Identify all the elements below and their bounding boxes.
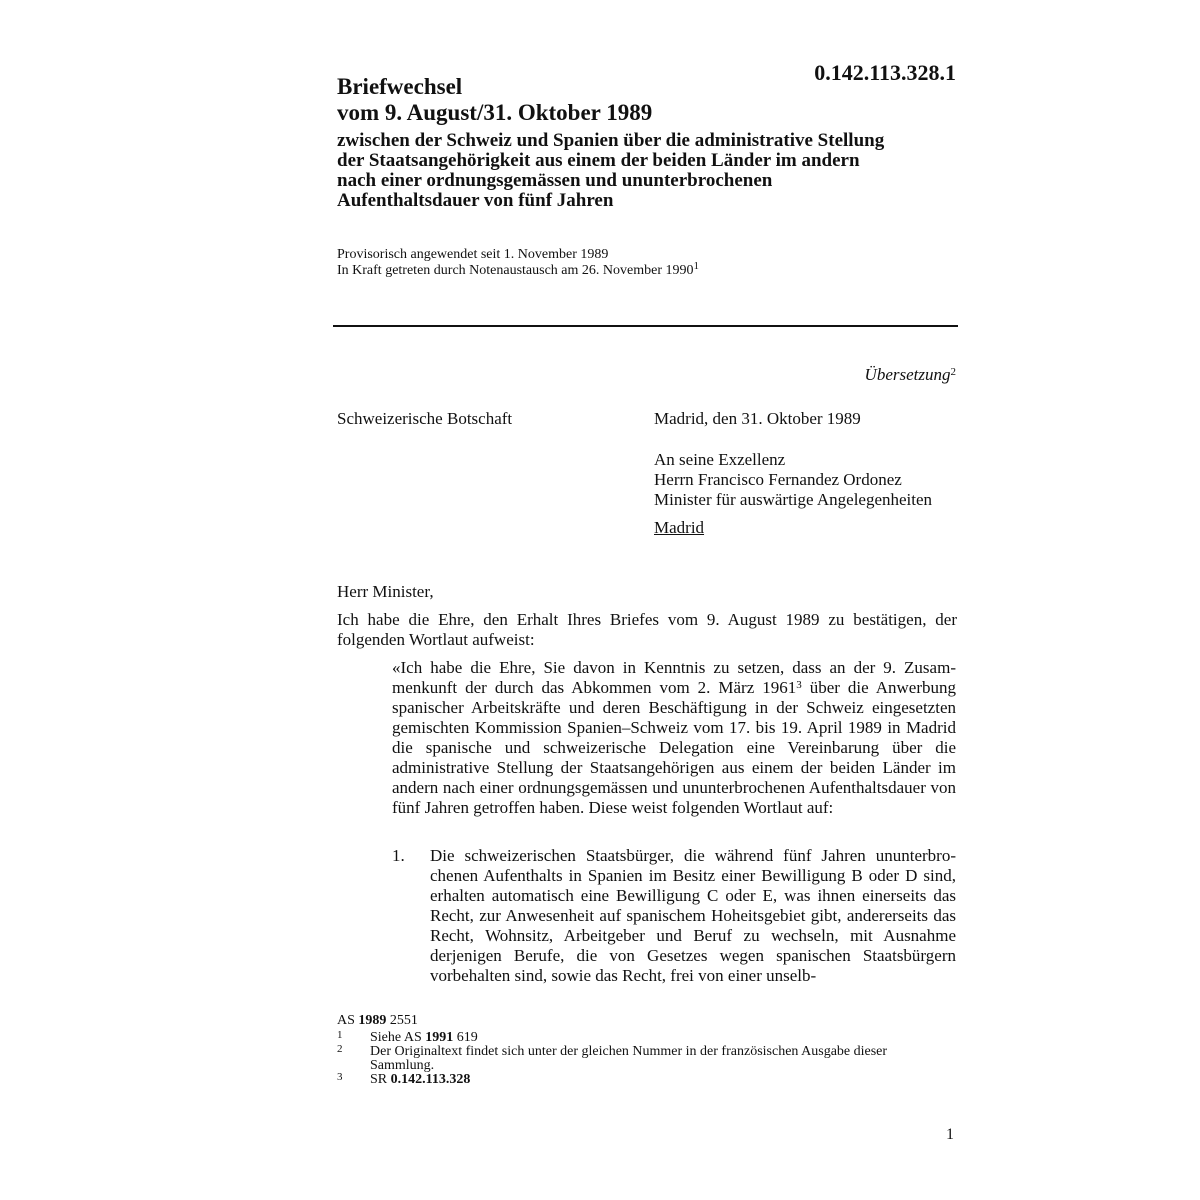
footnote-ref-2[interactable]: 2	[950, 366, 956, 378]
quote-text-part-1: «Ich habe die Ehre, Sie davon in Kenntnis zu setzen, dass an der 9. Zusammenkunft der durch das Abkommen vom 2. März 1961	[392, 658, 956, 697]
footnote-text: Der Originaltext findet sich unter der gleichen Nummer in der französischen Ausgabe dieser Sammlung.	[370, 1044, 888, 1073]
footnote-text-prefix: Siehe AS	[370, 1030, 426, 1045]
translation-note	[700, 365, 956, 385]
footnote-2	[337, 1045, 937, 1073]
subtitle-line: nach einer ordnungsgemässen und ununterbrochenen	[337, 170, 773, 191]
subtitle-line: zwischen der Schweiz und Spanien über die administrative Stellung	[337, 130, 885, 151]
letter-place-date: Madrid, den 31. Oktober 1989	[654, 409, 861, 428]
letter-recipient	[654, 450, 932, 510]
entry-into-force-text: In Kraft getreten durch Notenaustausch am 26. November 1990	[337, 263, 694, 278]
title-line-2: vom 9. August/31. Oktober 1989	[337, 100, 653, 125]
title-line-1: Briefwechsel	[337, 74, 463, 99]
footnote-text-suffix: 619	[453, 1030, 478, 1045]
footnote-text-bold: 1991	[425, 1030, 454, 1045]
recipient-line: Herrn Francisco Fernandez Ordonez	[654, 470, 902, 489]
sr-number: 0.142.113.328.1	[814, 60, 956, 85]
translation-label: Übersetzung	[864, 365, 951, 384]
footnotes	[337, 1012, 937, 1087]
subtitle-line: der Staatsangehörigkeit aus einem der beiden Länder im andern	[337, 150, 860, 171]
footnote-text-prefix: SR	[370, 1072, 391, 1087]
quoted-paragraph	[392, 658, 956, 818]
footnote-text-bold: 0.142.113.328	[390, 1072, 471, 1087]
page-number: 1	[946, 1126, 954, 1143]
quote-text-part-2: über die Anwerbung spanischer Arbeitskräfte und deren Beschäftigung in der Schweiz eingesetzten gemischten Kommission Spanien–Schweiz vom 17. bis 19. April 1989 in Madrid die spanische und schweizerische Delegation eine Vereinbarung über die administrative Stellung der Staatsangehörigen aus einem der beiden Länder im andern nach einer ordnungsgemässen und ununterbrochenen Aufenthaltsdauer von fünf Jahren getroffen haben. Diese weist folgenden Wortlaut auf:	[392, 678, 956, 817]
footnote-3	[337, 1073, 937, 1087]
footnote-ref-3[interactable]: 3	[796, 679, 802, 691]
entry-into-force-line	[337, 260, 699, 279]
intro-paragraph: Ich habe die Ehre, den Erhalt Ihres Briefes vom 9. August 1989 zu bestätigen, der folgenden Wortlaut aufweist:	[337, 610, 957, 649]
header-divider	[333, 325, 958, 327]
recipient-city: Madrid	[654, 518, 705, 537]
document-title	[337, 74, 652, 126]
provisional-application-line: Provisorisch angewendet seit 1. November 1989	[337, 247, 609, 262]
as-year: 1989	[358, 1013, 387, 1028]
footnote-number: 3	[337, 1071, 343, 1083]
footnote-text	[370, 1031, 937, 1045]
as-reference	[337, 1012, 937, 1029]
recipient-line: Minister für auswärtige Angelegenheiten	[654, 490, 933, 509]
document-subtitle	[337, 131, 957, 211]
list-item-text: Die schweizerischen Staatsbürger, die während fünf Jahren ununterbrochenen Aufenthalts in Spanien im Besitz einer Bewilligung B oder D sind, erhalten automatisch eine Bewilligung C oder E, was ihnen einerseits das Recht, zur Anwesenheit auf spanischem Hoheitsgebiet gibt, andererseits das Recht, Wohnsitz, Arbeitgeber und Beruf zu wechseln, mit Ausnahme derjenigen Berufe, die von Gesetzes wegen spanischen Staatsbürgern vorbehalten sind, sowie das Recht, frei von einer unselb-	[430, 846, 956, 985]
recipient-line: An seine Exzellenz	[654, 450, 786, 469]
footnote-text	[370, 1073, 937, 1087]
as-prefix: AS	[337, 1013, 359, 1028]
letter-salutation: Herr Minister,	[337, 582, 434, 601]
footnote-number: 1	[337, 1029, 343, 1041]
subtitle-line: Aufenthaltsdauer von fünf Jahren	[337, 190, 614, 211]
letter-sender: Schweizerische Botschaft	[337, 409, 513, 428]
status-block	[337, 247, 699, 279]
footnote-number: 2	[337, 1043, 343, 1055]
footnote-ref-1[interactable]: 1	[693, 260, 699, 272]
as-page: 2551	[386, 1013, 418, 1028]
list-item-number: 1.	[392, 846, 405, 865]
footnote-1	[337, 1031, 937, 1045]
